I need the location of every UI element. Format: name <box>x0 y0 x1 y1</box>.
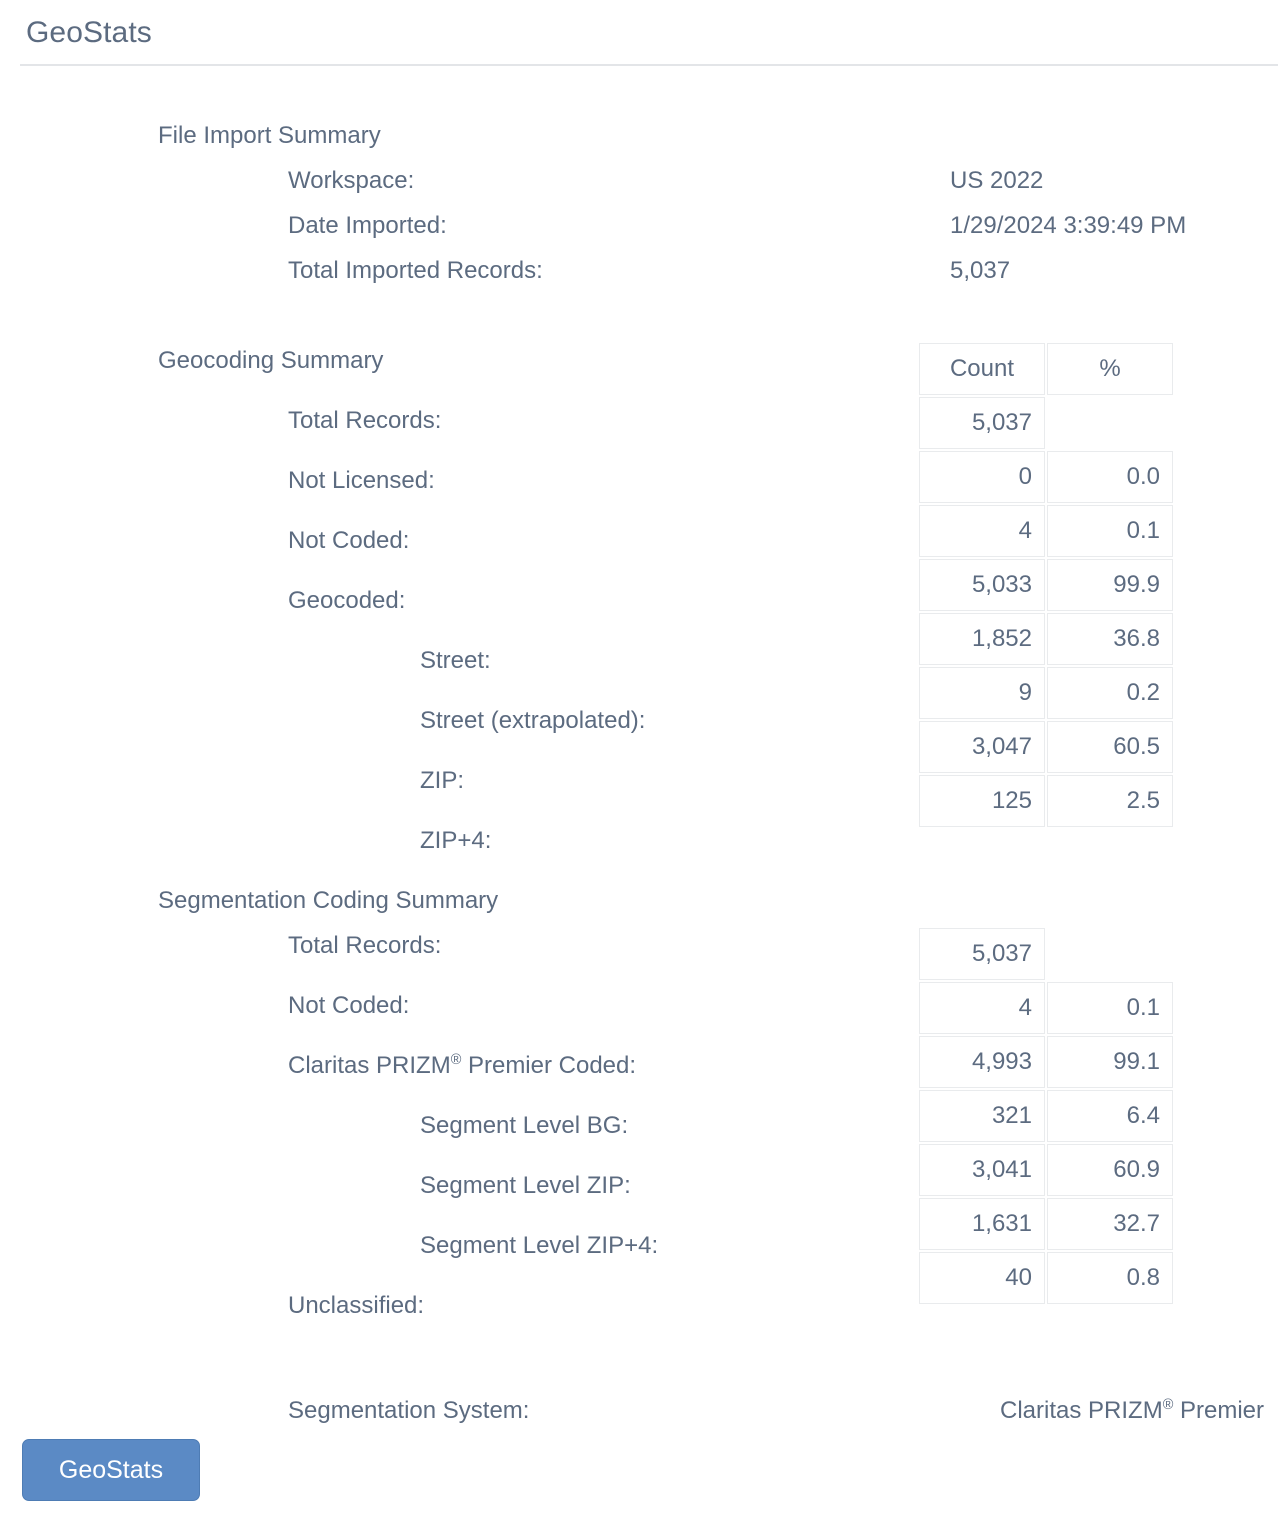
table-row <box>919 1090 1173 1142</box>
table-row <box>919 1198 1173 1250</box>
total-imported-records-label: Total Imported Records: <box>288 257 543 284</box>
cell-count: 3,041 <box>919 1144 1045 1196</box>
table-row <box>919 928 1173 980</box>
cell-count: 321 <box>919 1090 1045 1142</box>
table-row <box>919 982 1173 1034</box>
date-imported-label: Date Imported: <box>288 212 447 239</box>
column-header-count: Count <box>919 343 1045 395</box>
segment-level-zip4-label: Segment Level ZIP+4: <box>420 1232 659 1259</box>
cell-count: 3,047 <box>919 721 1045 773</box>
geocoding-zip-label: ZIP: <box>420 767 465 794</box>
cell-percent: 0.0 <box>1047 451 1173 503</box>
table-row <box>919 1252 1173 1304</box>
cell-count: 1,631 <box>919 1198 1045 1250</box>
cell-percent: 0.1 <box>1047 505 1173 557</box>
cell-count: 125 <box>919 775 1045 827</box>
table-row <box>919 1036 1173 1088</box>
workspace-value: US 2022 <box>950 167 1044 194</box>
table-row <box>919 1144 1173 1196</box>
segmentation-prizm-coded-label-text: Claritas PRIZM® Premier Coded: <box>288 1052 637 1079</box>
file-import-summary-heading: File Import Summary <box>158 122 381 149</box>
cell-percent: 60.9 <box>1047 1144 1173 1196</box>
cell-percent: 99.9 <box>1047 559 1173 611</box>
cell-percent: 32.7 <box>1047 1198 1173 1250</box>
registered-mark: ® <box>1162 1397 1174 1413</box>
cell-count: 4 <box>919 982 1045 1034</box>
app-header <box>0 0 1278 66</box>
table-header-row <box>919 343 1173 395</box>
workspace-label: Workspace: <box>288 167 415 194</box>
cell-percent: 36.8 <box>1047 613 1173 665</box>
geocoding-not-licensed-label: Not Licensed: <box>288 467 435 494</box>
cell-percent: 0.2 <box>1047 667 1173 719</box>
segmentation-system-value: Claritas PRIZM® Premier <box>1000 1397 1264 1424</box>
segmentation-system-label: Segmentation System: <box>288 1397 530 1424</box>
geocoding-geocoded-label: Geocoded: <box>288 587 406 614</box>
cell-percent: 0.8 <box>1047 1252 1173 1304</box>
table-row <box>919 613 1173 665</box>
table-row <box>919 505 1173 557</box>
cell-count: 1,852 <box>919 613 1045 665</box>
cell-percent: 0.1 <box>1047 982 1173 1034</box>
segmentation-coding-summary-table <box>917 926 1175 1306</box>
registered-mark: ® <box>450 1052 462 1068</box>
cell-percent-empty <box>1047 397 1173 449</box>
geocoding-not-coded-label: Not Coded: <box>288 527 410 554</box>
table-row <box>919 451 1173 503</box>
segmentation-unclassified-label: Unclassified: <box>288 1292 425 1319</box>
cell-count: 40 <box>919 1252 1045 1304</box>
cell-percent: 60.5 <box>1047 721 1173 773</box>
cell-count: 4,993 <box>919 1036 1045 1088</box>
segment-level-zip-label: Segment Level ZIP: <box>420 1172 631 1199</box>
segmentation-total-records-label: Total Records: <box>288 932 442 959</box>
geocoding-street-extrapolated-label: Street (extrapolated): <box>420 707 646 734</box>
column-header-percent: % <box>1047 343 1173 395</box>
table-row <box>919 721 1173 773</box>
cell-percent: 99.1 <box>1047 1036 1173 1088</box>
cell-percent: 2.5 <box>1047 775 1173 827</box>
table-row <box>919 397 1173 449</box>
geocoding-summary-table <box>917 341 1175 829</box>
cell-count: 5,037 <box>919 928 1045 980</box>
date-imported-value: 1/29/2024 3:39:49 PM <box>950 212 1187 239</box>
total-imported-records-value: 5,037 <box>950 257 1011 284</box>
segmentation-prizm-coded-label <box>288 1046 636 1086</box>
cell-percent: 6.4 <box>1047 1090 1173 1142</box>
geocoding-total-records-label: Total Records: <box>288 407 442 434</box>
table-row <box>919 667 1173 719</box>
table-row <box>919 559 1173 611</box>
segmentation-coding-summary-heading: Segmentation Coding Summary <box>158 887 499 914</box>
segment-level-bg-label: Segment Level BG: <box>420 1112 629 1139</box>
cell-count: 4 <box>919 505 1045 557</box>
geocoding-street-label: Street: <box>420 647 491 674</box>
geocoding-zip4-label: ZIP+4: <box>420 827 492 854</box>
segmentation-not-coded-label: Not Coded: <box>288 992 410 1019</box>
table-row <box>919 775 1173 827</box>
geocoding-summary-heading: Geocoding Summary <box>158 347 384 374</box>
cell-count: 0 <box>919 451 1045 503</box>
header-divider <box>20 64 1278 66</box>
cell-percent-empty <box>1047 928 1173 980</box>
cell-count: 5,033 <box>919 559 1045 611</box>
geostats-button[interactable]: GeoStats <box>22 1439 200 1501</box>
page-title: GeoStats <box>26 16 152 49</box>
cell-count: 5,037 <box>919 397 1045 449</box>
cell-count: 9 <box>919 667 1045 719</box>
